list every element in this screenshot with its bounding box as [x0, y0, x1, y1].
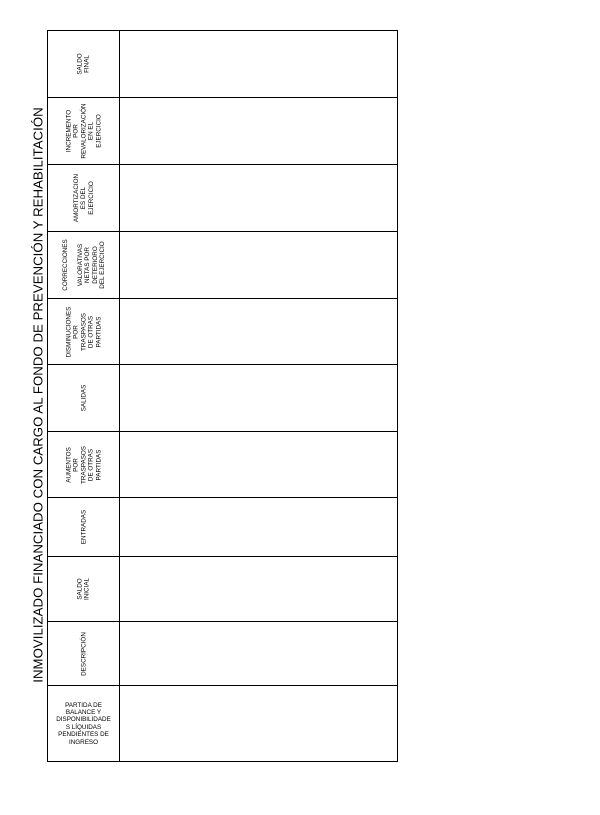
column-header	[48, 686, 120, 761]
data-cell[interactable]	[120, 622, 397, 685]
column-header	[48, 622, 120, 685]
header-label: DISMINUCIONES POR TRASPASOS DE OTRAS PARTIDAS	[64, 306, 102, 357]
header-label: SALDO INICIAL	[76, 577, 91, 601]
header-label: SALIDAS	[79, 384, 87, 412]
header-label: INCREMENTO POR REVALORIZACIÓN EN EL EJERCICIO	[64, 103, 102, 159]
column-header	[48, 498, 120, 556]
row-descripcion	[48, 622, 397, 686]
data-cell[interactable]	[120, 432, 397, 497]
column-header	[48, 98, 120, 164]
data-cell[interactable]	[120, 365, 397, 431]
inventory-table	[47, 30, 398, 762]
row-disminuciones	[48, 299, 397, 365]
row-saldo-inicial	[48, 557, 397, 622]
row-amortizaciones	[48, 165, 397, 232]
data-cell[interactable]	[120, 498, 397, 556]
data-cell[interactable]	[120, 232, 397, 298]
column-header	[48, 365, 120, 431]
column-header	[48, 31, 120, 97]
data-cell[interactable]	[120, 98, 397, 164]
header-label: SALDO FINAL	[76, 53, 91, 75]
column-header	[48, 432, 120, 497]
column-header	[48, 299, 120, 364]
row-saldo-final	[48, 31, 397, 98]
page-title-text: INMOVILIZADO FINANCIADO CON CARGO AL FONDO DE PREVENCIÓN Y REHABILITACIÓN	[30, 107, 46, 683]
header-label: PARTIDA DE BALANCE Y DISPONIBILIDADE S LÍQUIDAS PENDIENTES DE INGRESO	[56, 701, 111, 746]
header-label: AUMENTOS POR TRASPASOS DE OTRAS PARTIDAS	[64, 445, 102, 484]
row-salidas	[48, 365, 397, 432]
row-aumentos	[48, 432, 397, 498]
row-partida-balance	[48, 686, 397, 761]
column-header	[48, 557, 120, 621]
header-label: AMORTIZACION ES DEL EJERCICIO	[72, 173, 95, 223]
data-cell[interactable]	[120, 686, 397, 761]
row-correcciones-valorativas	[48, 232, 397, 299]
column-header	[48, 165, 120, 231]
data-cell[interactable]	[120, 557, 397, 621]
header-label: CORRECCIONES VALORATIVAS NETAS POR DETERIORO DEL EJERCICIO	[61, 239, 106, 291]
data-cell[interactable]	[120, 299, 397, 364]
row-incremento-revalorizacion	[48, 98, 397, 165]
header-label: DESCRIPCIÓN	[79, 631, 87, 676]
data-cell[interactable]	[120, 165, 397, 231]
row-entradas	[48, 498, 397, 557]
column-header	[48, 232, 120, 298]
data-cell[interactable]	[120, 31, 397, 97]
header-label: ENTRADAS	[79, 509, 87, 545]
